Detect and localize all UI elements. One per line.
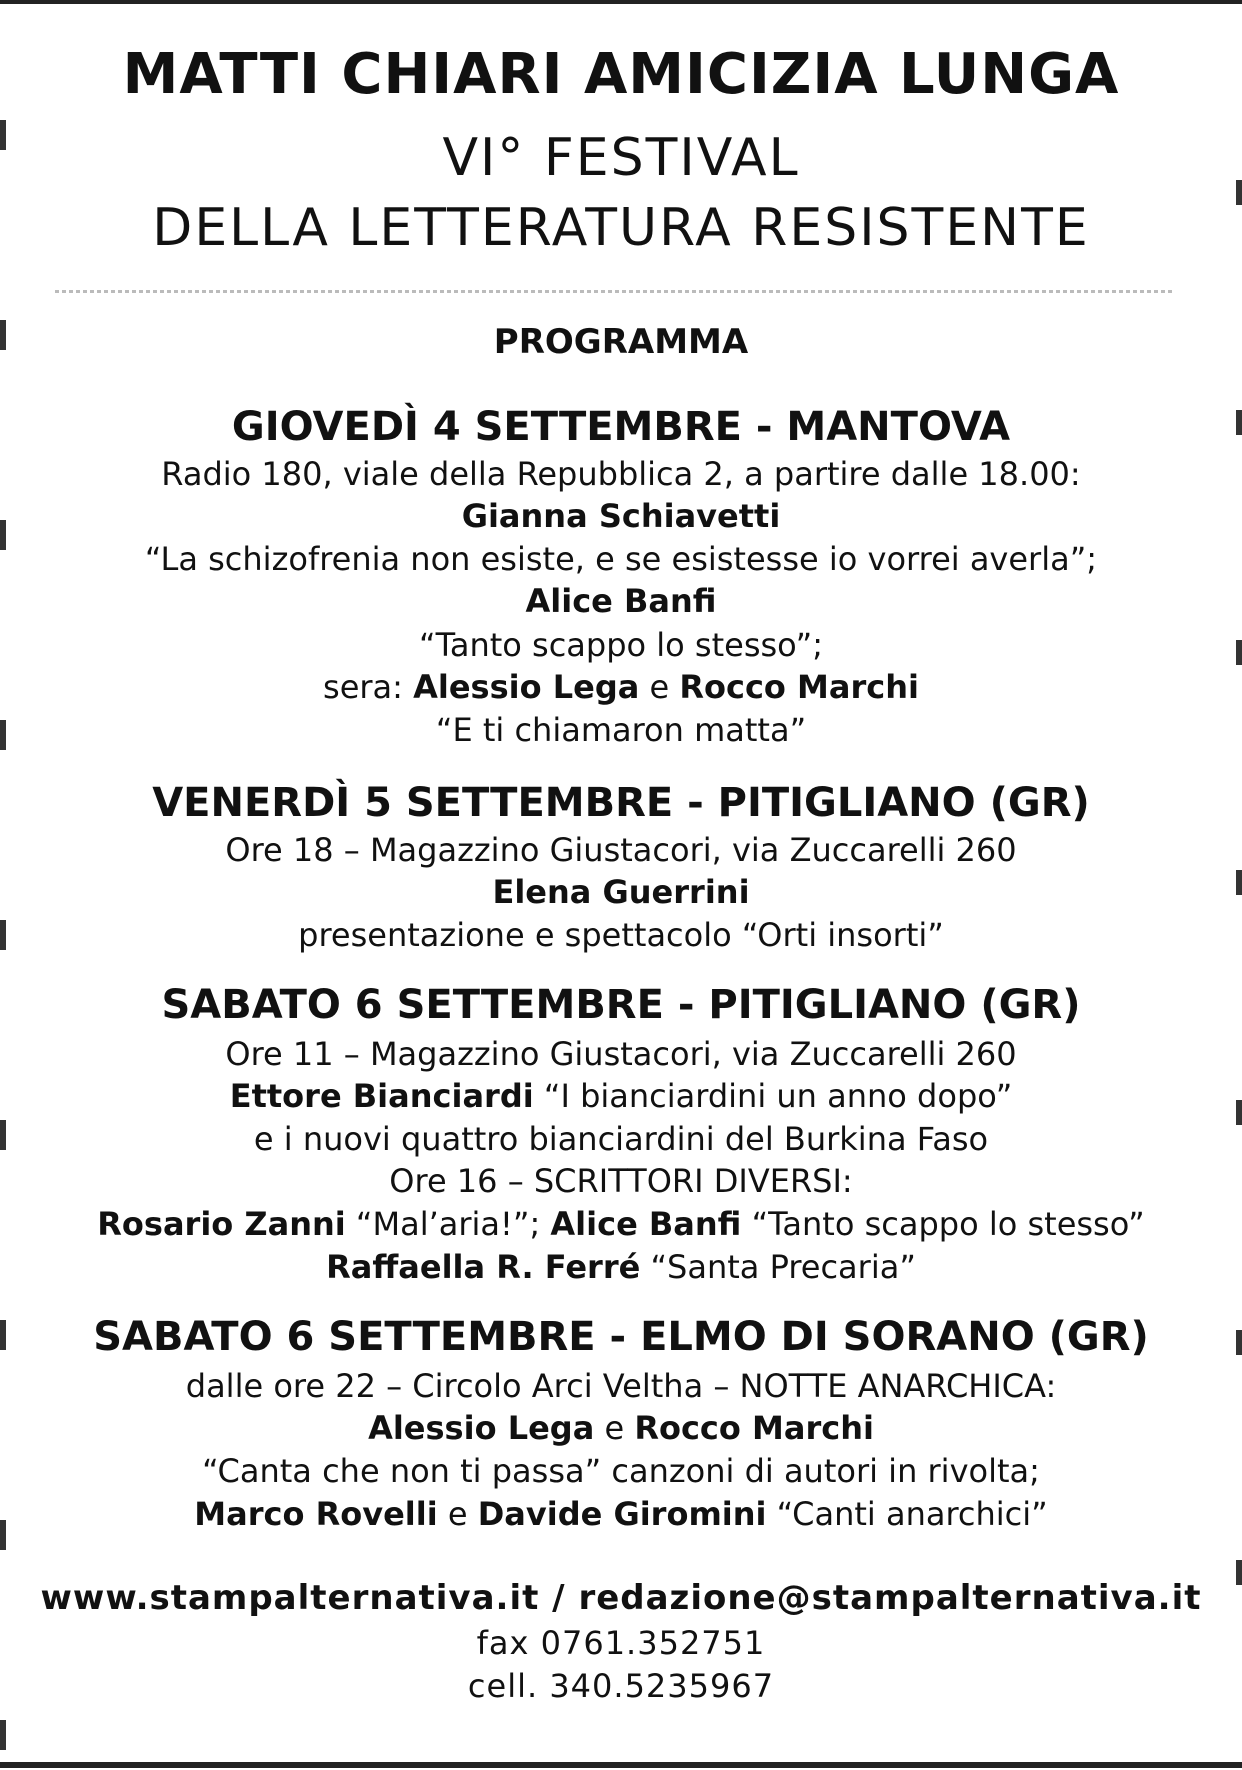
day3-author3: Alice Banfi (550, 1205, 742, 1243)
day3-line3: e i nuovi quattro bianciardini del Burkina Faso (253, 1120, 989, 1158)
programma-label: PROGRAMMA (493, 322, 749, 362)
day3-work4: “Santa Precaria” (650, 1248, 916, 1286)
day4-author1: Alessio Lega (368, 1409, 595, 1447)
day4-venue: dalle ore 22 – Circolo Arci Veltha – NOTTE ANARCHICA: (185, 1367, 1057, 1405)
day1-author1: Gianna Schiavetti (461, 497, 781, 535)
day1-heading: GIOVEDÌ 4 SETTEMBRE - MANTOVA (231, 404, 1011, 450)
day3-line4: Ore 16 – SCRITTORI DIVERSI: (389, 1162, 853, 1200)
day4-line4 (40, 1495, 1202, 1533)
day2-work: presentazione e spettacolo “Orti insorti” (298, 916, 944, 954)
day4-line2 (40, 1409, 1202, 1447)
day3-heading: SABATO 6 SETTEMBRE - PITIGLIANO (GR) (161, 982, 1081, 1028)
cell-number: cell. 340.5235967 (467, 1667, 775, 1705)
day1-sera-label: sera: (323, 668, 403, 706)
day3-work3: “Tanto scappo lo stesso” (751, 1205, 1145, 1243)
day1-sera-work: “E ti chiamaron matta” (435, 711, 807, 749)
festival-subtitle-1: VI° FESTIVAL (442, 128, 800, 188)
day3-venue: Ore 11 – Magazzino Giustacori, via Zuccarelli 260 (225, 1035, 1017, 1073)
day1-work1: “La schizofrenia non esiste, e se esistesse io vorrei averla”; (144, 540, 1098, 578)
day1-venue: Radio 180, viale della Repubblica 2, a partire dalle 18.00: (161, 455, 1081, 493)
left-scan-marks (0, 0, 6, 1770)
day3-author4: Raffaella R. Ferré (326, 1248, 641, 1286)
top-border (0, 0, 1242, 4)
day4-work1: “Canta che non ti passa” canzoni di autori in rivolta; (202, 1452, 1040, 1490)
bottom-border (0, 1762, 1242, 1768)
website-email: www.stampalternativa.it / redazione@stampalternativa.it (40, 1578, 1202, 1618)
festival-subtitle-2: DELLA LETTERATURA RESISTENTE (152, 198, 1090, 258)
day1-sera (40, 668, 1202, 706)
day2-venue: Ore 18 – Magazzino Giustacori, via Zuccarelli 260 (225, 831, 1017, 869)
fax-number: fax 0761.352751 (476, 1624, 766, 1662)
day1-author2: Alice Banfi (525, 582, 717, 620)
day3-line5 (40, 1205, 1202, 1243)
day3-work1: “I bianciardini un anno dopo” (543, 1077, 1013, 1115)
day2-author: Elena Guerrini (492, 873, 750, 911)
day4-author2: Rocco Marchi (634, 1409, 874, 1447)
day3-line6 (40, 1248, 1202, 1286)
day1-work2: “Tanto scappo lo stesso”; (419, 626, 823, 664)
festival-title: MATTI CHIARI AMICIZIA LUNGA (122, 42, 1120, 107)
day4-and2: e (447, 1495, 468, 1533)
day1-sera-and: e (649, 668, 670, 706)
day3-author1: Ettore Bianciardi (229, 1077, 534, 1115)
day4-author4: Davide Giromini (477, 1495, 767, 1533)
day4-work2: “Canti anarchici” (776, 1495, 1048, 1533)
day3-author2: Rosario Zanni (97, 1205, 346, 1243)
right-scan-marks (1236, 0, 1242, 1770)
day3-work2: “Mal’aria!”; (355, 1205, 541, 1243)
day4-and1: e (604, 1409, 625, 1447)
day1-sera-author1: Alessio Lega (413, 668, 640, 706)
day4-author3: Marco Rovelli (194, 1495, 438, 1533)
day2-heading: VENERDÌ 5 SETTEMBRE - PITIGLIANO (GR) (152, 780, 1090, 826)
day3-line2 (40, 1077, 1202, 1115)
divider (55, 290, 1175, 293)
day1-sera-author2: Rocco Marchi (679, 668, 919, 706)
day4-heading: SABATO 6 SETTEMBRE - ELMO DI SORANO (GR) (93, 1314, 1149, 1360)
